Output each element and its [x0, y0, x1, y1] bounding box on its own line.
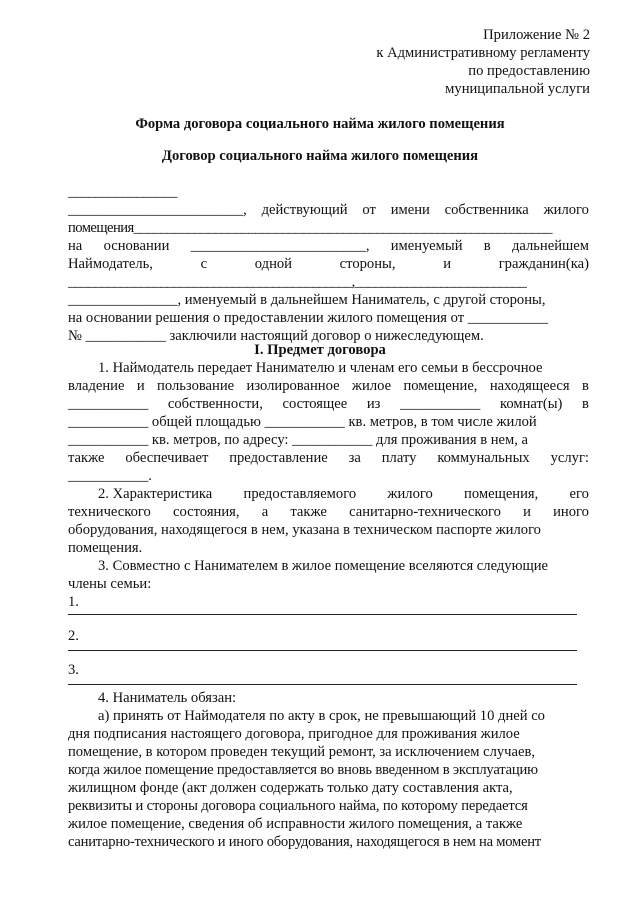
text-blank: ________________________, [68, 202, 247, 218]
text-word: его [569, 486, 589, 502]
parties-line-6: ___________________________________________,__________________________ [68, 274, 527, 290]
item4-text-line: дня подписания настоящего договора, пригодное для проживания жилое [68, 726, 520, 742]
item2-line-1 [98, 486, 589, 503]
family-member-blank [68, 684, 577, 685]
section-heading: I. Предмет договора [254, 342, 386, 358]
text-word: жилое [351, 378, 392, 394]
text-word: санитарно-технического [349, 504, 501, 520]
parties-line-5 [68, 256, 589, 273]
text-word: собственности, [167, 396, 263, 412]
item1-line-1: 1. Наймодатель передает Нанимателю и членам его семьи в бессрочное [98, 360, 543, 376]
text-word: предоставляемого [243, 486, 357, 502]
text-word: на [68, 238, 83, 254]
form-title: Форма договора социального найма жилого помещения [135, 116, 505, 132]
text-word: из [366, 396, 381, 412]
text-word: именуемый [390, 238, 463, 254]
item3-line-1: 3. Совместно с Нанимателем в жилое помещение вселяются следующие [98, 558, 548, 574]
item4-text-line: а) принять от Наймодателя по акту в срок, не превышающий 10 дней со [98, 708, 545, 724]
parties-line-7: _______________, именуемый в дальнейшем Наниматель, с другой стороны, [68, 292, 546, 308]
item1-line-5: ___________ кв. метров, по адресу: ___________ для проживания в нем, а [68, 432, 529, 448]
item3-line-2: члены семьи: [68, 576, 152, 592]
item2-line-2 [68, 504, 589, 521]
item4-text-line: жилищном фонде (акт должен содержать только дату составления акта, [68, 780, 513, 796]
text-word: коммунальных [437, 450, 530, 466]
family-member-blank [68, 650, 577, 651]
parties-line-8: на основании решения о предоставлении жилого помещения от ___________ [68, 310, 549, 326]
family-member-blank [68, 614, 577, 615]
text-word: дальнейшем [511, 238, 589, 254]
item4-text-line: когда жилое помещение предоставляется во вновь введенном в эксплуатацию [68, 762, 538, 778]
text-word: в [582, 396, 589, 412]
text-word: услуг: [550, 450, 589, 466]
text-word: плату [381, 450, 417, 466]
text-word: технического [68, 504, 151, 520]
text-word: находящееся [489, 378, 570, 394]
text-word: в [483, 238, 491, 254]
text-word: пользование [157, 378, 235, 394]
text-word: обеспечивает [125, 450, 209, 466]
item2-line-4: помещения. [68, 540, 143, 556]
item4-text-line: санитарно-технического и иного оборудования, находящегося в нем на момент [68, 834, 541, 850]
text-word: изолированное [246, 378, 340, 394]
item1-line-4: ___________ общей площадью ___________ кв. метров, в том числе жилой [68, 414, 537, 430]
text-word: от [362, 202, 376, 218]
appendix-number: Приложение № 2 [483, 27, 590, 43]
text-word: иного [553, 504, 589, 520]
item1-line-6 [68, 450, 589, 467]
text-word: и [443, 256, 451, 272]
item1-line-2 [68, 378, 589, 395]
text-word: жилого [387, 486, 433, 502]
family-member-number: 3. [68, 662, 79, 678]
text-word: 2. Характеристика [98, 486, 213, 502]
text-word: состояния, [173, 504, 240, 520]
item4-heading: 4. Наниматель обязан: [98, 690, 237, 706]
item4-text-line: реквизиты и стороны договора социального найма, по которому передается [68, 798, 528, 814]
item1-line-3 [68, 396, 589, 413]
text-word: одной [254, 256, 292, 272]
parties-line-2 [68, 202, 589, 219]
text-word: основании [103, 238, 170, 254]
text-blank: ________________________, [190, 238, 370, 254]
text-word: собственника [444, 202, 529, 218]
parties-line-3: помещения______________________________________________________________ [68, 220, 552, 236]
family-member-number: 2. [68, 628, 79, 644]
text-word: состоящее [282, 396, 348, 412]
text-word: за [348, 450, 361, 466]
text-word: гражданин(ка) [498, 256, 589, 272]
item2-line-3: оборудования, находящегося в нем, указана в техническом паспорте жилого [68, 522, 541, 538]
parties-line-9: № ___________ заключили настоящий договор о нижеследующем. [68, 328, 484, 344]
text-word: стороны, [339, 256, 396, 272]
appendix-reference-2: по предоставлению [468, 63, 590, 79]
parties-line-4 [68, 238, 589, 255]
appendix-reference-3: муниципальной услуги [445, 81, 590, 97]
text-word: с [200, 256, 208, 272]
text-word: комнат(ы) [499, 396, 563, 412]
text-word: ___________ [400, 396, 481, 412]
text-word: и [523, 504, 531, 520]
appendix-reference: к Административному регламенту [376, 45, 590, 61]
text-word: в [582, 378, 589, 394]
text-word: владение [68, 378, 125, 394]
text-word: помещения, [464, 486, 539, 502]
text-word: и [136, 378, 145, 394]
blank-line: ________________ [68, 184, 177, 200]
family-member-number: 1. [68, 594, 79, 610]
text-word: также [290, 504, 327, 520]
text-word: также [68, 450, 105, 466]
item4-text-line: жилое помещение, сведения об исправности жилого помещения, а также [68, 816, 523, 832]
contract-title: Договор социального найма жилого помещения [161, 148, 479, 164]
text-word: Наймодатель, [68, 256, 153, 272]
text-word: действующий [261, 202, 348, 218]
text-word: помещение, [403, 378, 478, 394]
item4-text-line: помещение, в котором проведен текущий ремонт, за исключением случаев, [68, 744, 535, 760]
text-word: а [261, 504, 269, 520]
text-word: ___________ [68, 396, 149, 412]
text-word: предоставление [229, 450, 328, 466]
text-word: имени [390, 202, 430, 218]
text-word: жилого [543, 202, 589, 218]
item1-line-7: ___________. [68, 468, 152, 484]
